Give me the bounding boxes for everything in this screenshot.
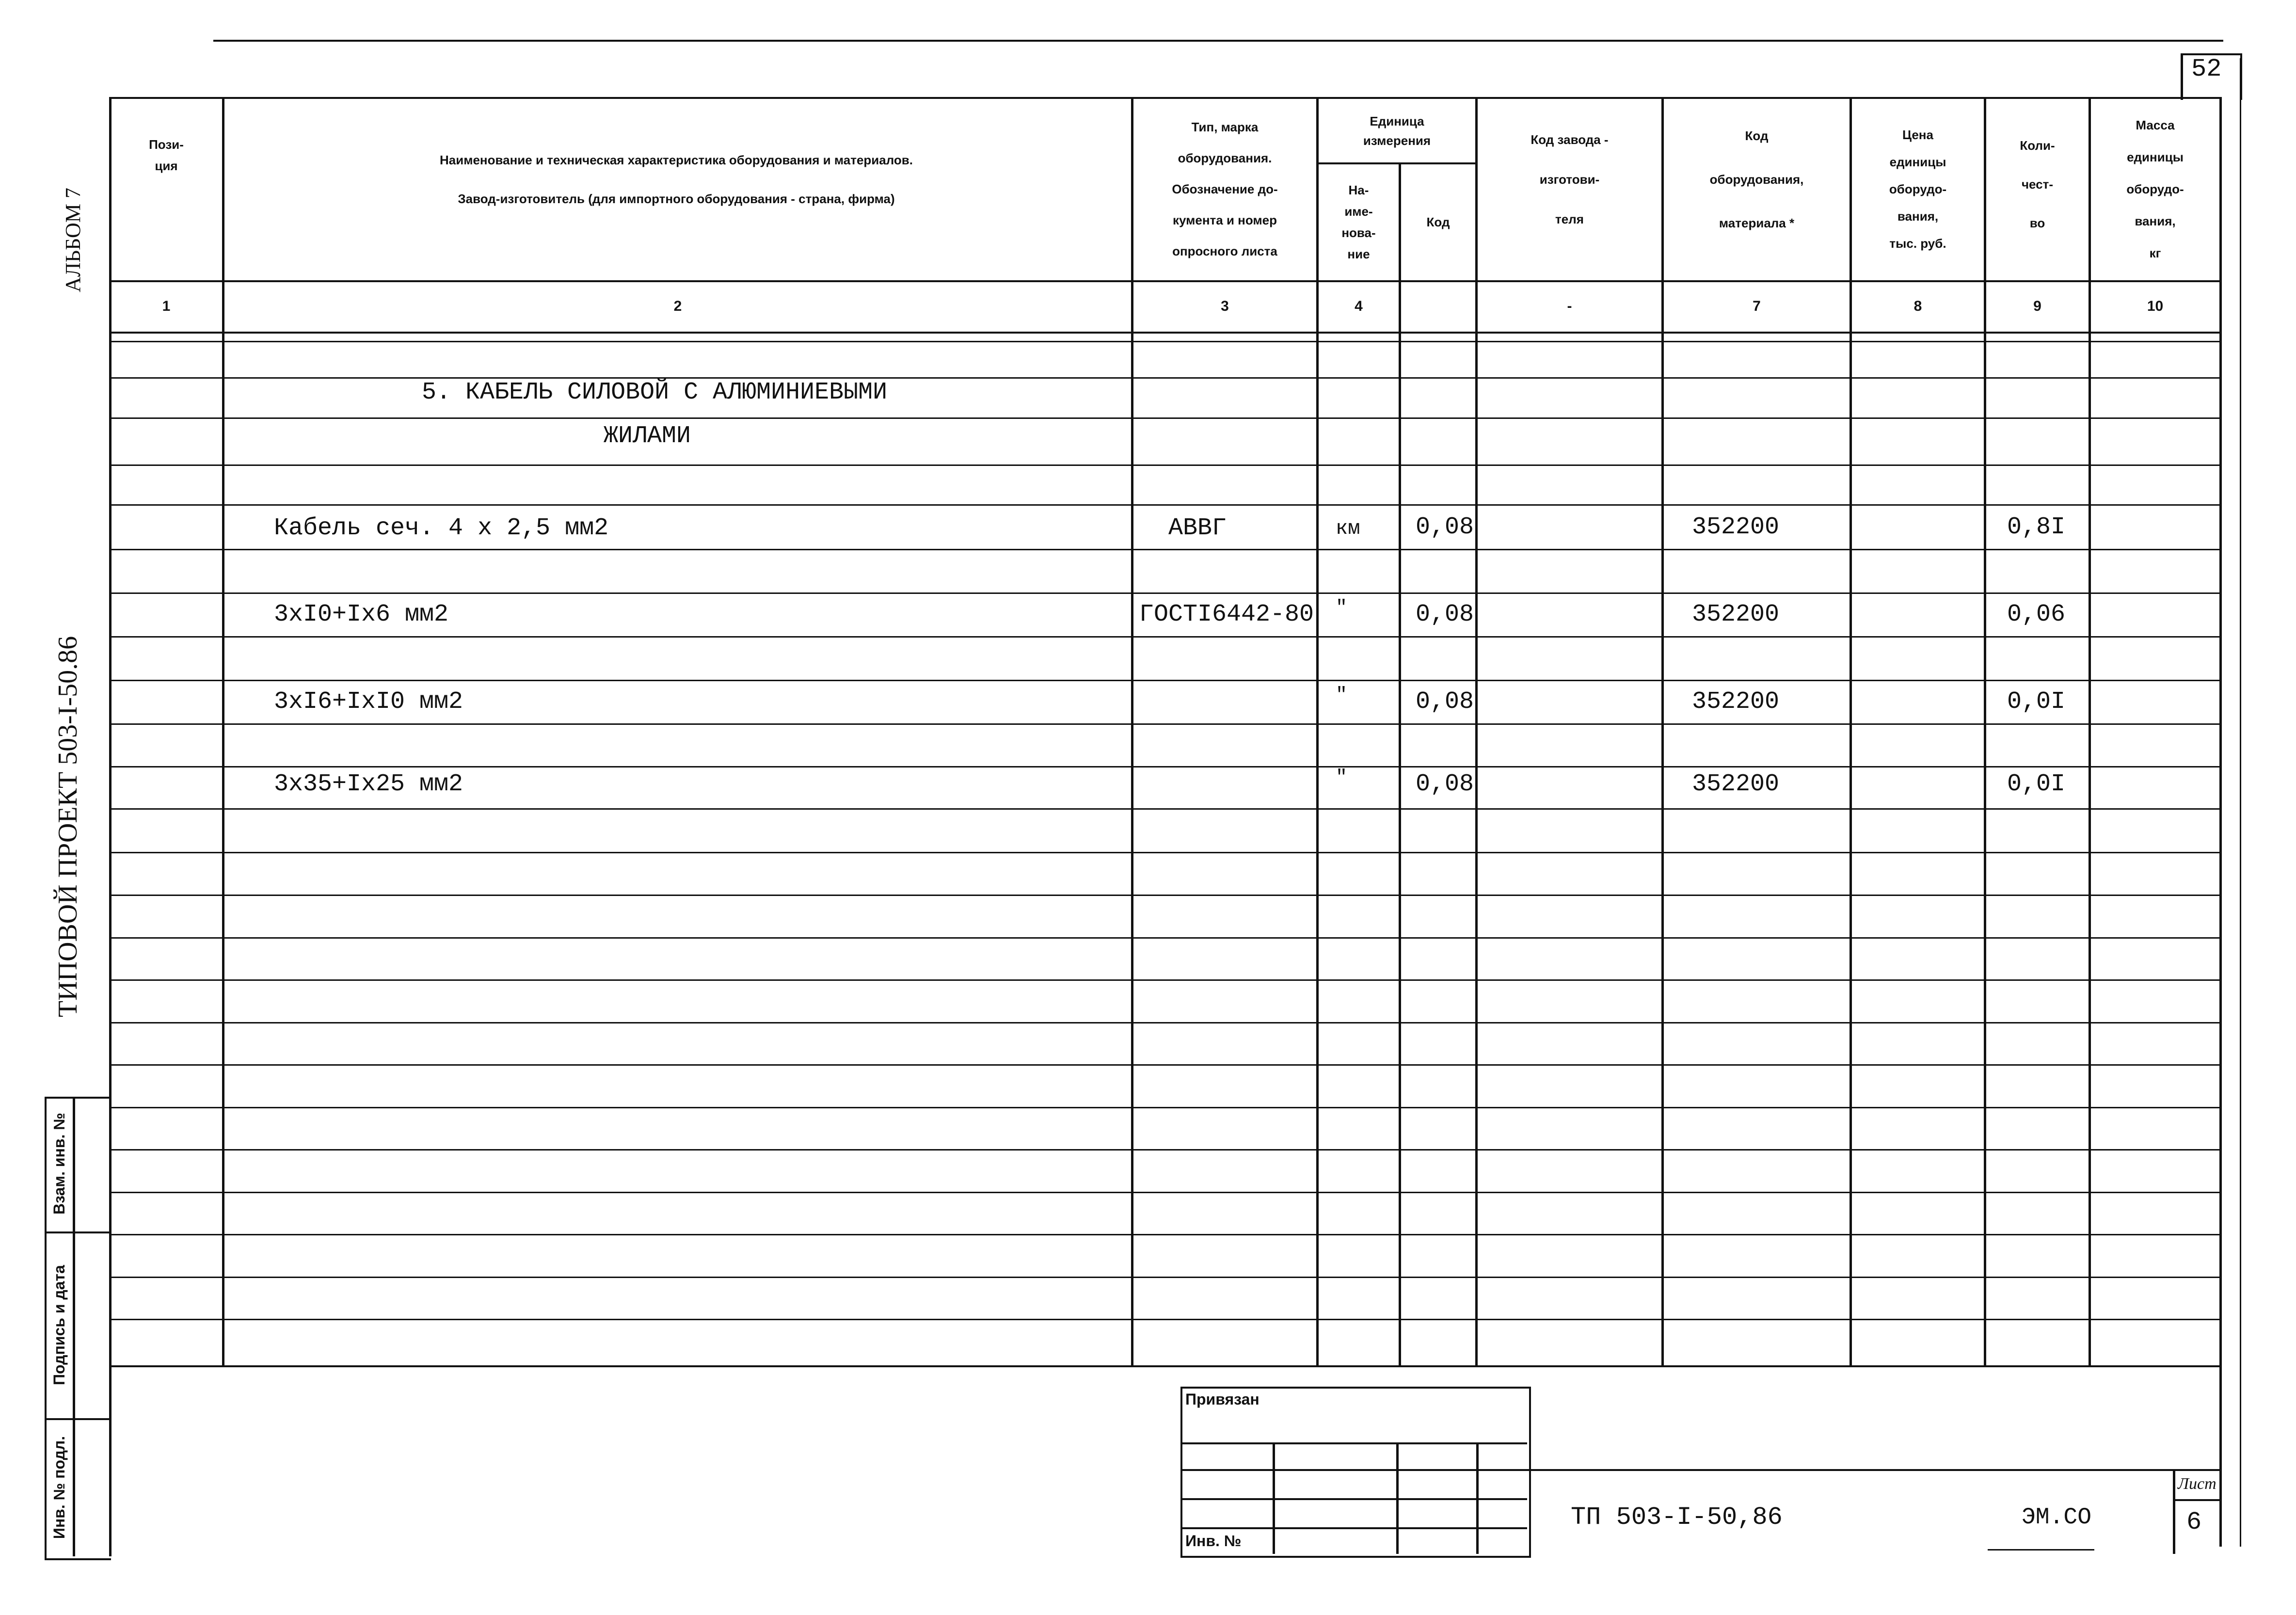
inv-label: Инв. № <box>1185 1532 1242 1550</box>
bound-line-1 <box>1180 1442 1527 1444</box>
row1-qty: 0,8I <box>2007 513 2066 541</box>
header-qty: Коли- чест- во <box>2020 138 2055 230</box>
bound-vline-2 <box>1396 1442 1399 1554</box>
header-unit: Единица измерения <box>1363 114 1431 148</box>
row1-code: 0,08 <box>1416 513 1474 541</box>
table-row-line <box>109 1022 2220 1023</box>
table-row-line <box>109 680 2220 681</box>
bound-line-3 <box>1180 1498 1527 1500</box>
side-label-project: ТИПОВОЙ ПРОЕКТ 503-I-50.86 <box>53 636 83 1018</box>
row1-equip-code: 352200 <box>1692 513 1780 541</box>
top-border-line <box>213 40 2223 42</box>
row4-unit: " <box>1336 767 1348 789</box>
row4-equip-code: 352200 <box>1692 770 1780 798</box>
row4-code: 0,08 <box>1416 770 1474 798</box>
colnum-1: 1 <box>162 298 171 314</box>
row3-unit: " <box>1336 685 1348 706</box>
table-row-line <box>109 723 2220 725</box>
row3-name: 3хI6+IхI0 мм2 <box>274 688 463 716</box>
row3-qty: 0,0I <box>2007 688 2066 716</box>
titleblock-top-line <box>1527 1469 2220 1471</box>
header-unit-code: Код <box>1426 214 1450 229</box>
bound-line-2 <box>1180 1469 1527 1471</box>
table-row-line <box>109 808 2220 810</box>
doc-mark: ЭМ.СО <box>2022 1504 2092 1531</box>
stamp-label-3: Инв. № подл. <box>50 1436 68 1539</box>
colnum-6: - <box>1567 298 1572 314</box>
table-row-line <box>109 549 2220 550</box>
colnum-2: 2 <box>673 298 682 314</box>
header-type: Тип, марка оборудования. Обозначение до- кумента и номер опросного листа <box>1172 120 1278 258</box>
table-row-line <box>109 417 2220 419</box>
bound-vline-1 <box>1273 1442 1275 1554</box>
table-row-line <box>109 1277 2220 1278</box>
section-title-line1: 5. КАБЕЛЬ СИЛОВОЙ С АЛЮМИНИЕВЫМИ <box>422 379 888 406</box>
header-name: Наименование и техническая характеристика оборудования и материалов. Завод-изготовитель (для импортного оборудования - страна, фирма) <box>439 153 913 206</box>
row2-code: 0,08 <box>1416 601 1474 628</box>
stamp-label-2: Подпись и дата <box>50 1265 68 1385</box>
row4-name: 3х35+Iх25 мм2 <box>274 770 463 798</box>
table-top-line <box>109 97 2220 99</box>
colnum-7: 7 <box>1753 298 1761 314</box>
col-sep-4 <box>1399 162 1401 1365</box>
table-row-line <box>109 341 2220 342</box>
row2-type: ГОСТI6442-80 <box>1139 601 1314 628</box>
row3-equip-code: 352200 <box>1692 688 1780 716</box>
unit-subheader-line <box>1316 162 1475 164</box>
colnum-9: 9 <box>2033 298 2041 314</box>
sheet-box-line <box>2173 1499 2219 1501</box>
table-bottom-line <box>109 1365 2220 1367</box>
header-factory: Код завода - изготови- теля <box>1531 132 1609 226</box>
bound-line-4 <box>1180 1527 1527 1529</box>
colnum-8: 8 <box>1913 298 1922 314</box>
left-stamp-divider <box>73 1097 75 1556</box>
table-row-line <box>109 1234 2220 1235</box>
table-row-line <box>109 504 2220 506</box>
right-frame-line <box>2219 97 2222 1547</box>
header-equip-code: Код оборудования, материала * <box>1709 128 1804 230</box>
row4-qty: 0,0I <box>2007 770 2066 798</box>
stamp-label-1: Взам. инв. № <box>50 1113 68 1215</box>
table-row-line <box>109 1107 2220 1108</box>
table-row-line <box>109 1149 2220 1151</box>
row2-qty: 0,06 <box>2007 601 2066 628</box>
row1-unit: км <box>1336 517 1360 540</box>
row2-equip-code: 352200 <box>1692 601 1780 628</box>
table-row-line <box>109 1064 2220 1066</box>
row2-unit: " <box>1336 597 1348 619</box>
header-mass: Масса единицы оборудо- вания, кг <box>2126 118 2184 260</box>
header-unit-name: На- име- нова- ние <box>1341 182 1376 261</box>
section-title-line2: ЖИЛАМИ <box>604 422 691 450</box>
table-row-line <box>109 766 2220 768</box>
table-row-line <box>109 979 2220 981</box>
table-row-line <box>109 852 2220 853</box>
doc-mark-underline <box>1988 1549 2094 1551</box>
row1-type: АВВГ <box>1168 514 1227 542</box>
row3-code: 0,08 <box>1416 688 1474 716</box>
side-label-album: АЛЬБОМ 7 <box>61 188 85 292</box>
colnum-3: 3 <box>1221 298 1229 314</box>
right-outer-line <box>2240 58 2241 1547</box>
table-row-line <box>109 1319 2220 1320</box>
row2-name: 3хI0+Iх6 мм2 <box>274 601 449 628</box>
doc-code: ТП 503-I-50,86 <box>1571 1503 1783 1532</box>
sheet-label: Лист <box>2178 1475 2216 1493</box>
colnum-bottom-line <box>109 332 2220 334</box>
row1-name: Кабель сеч. 4 х 2,5 мм2 <box>274 514 609 542</box>
sheet-value: 6 <box>2186 1508 2202 1536</box>
table-row-line <box>109 1192 2220 1193</box>
header-position: Пози- ция <box>149 137 184 173</box>
bound-label: Привязан <box>1185 1391 1260 1408</box>
left-stamp-line-1 <box>45 1231 109 1233</box>
table-row-line <box>109 636 2220 638</box>
bound-vline-3 <box>1476 1442 1479 1554</box>
colnum-5 <box>1401 282 1475 331</box>
table-row-line <box>109 464 2220 466</box>
table-row-line <box>109 937 2220 939</box>
header-price: Цена единицы оборудо- вания, тыс. руб. <box>1889 128 1947 251</box>
table-row-line <box>109 592 2220 594</box>
colnum-10: 10 <box>2147 298 2164 314</box>
table-row-line <box>109 895 2220 896</box>
colnum-4: 4 <box>1355 298 1363 314</box>
sheet-number-top: 52 <box>2191 55 2222 83</box>
